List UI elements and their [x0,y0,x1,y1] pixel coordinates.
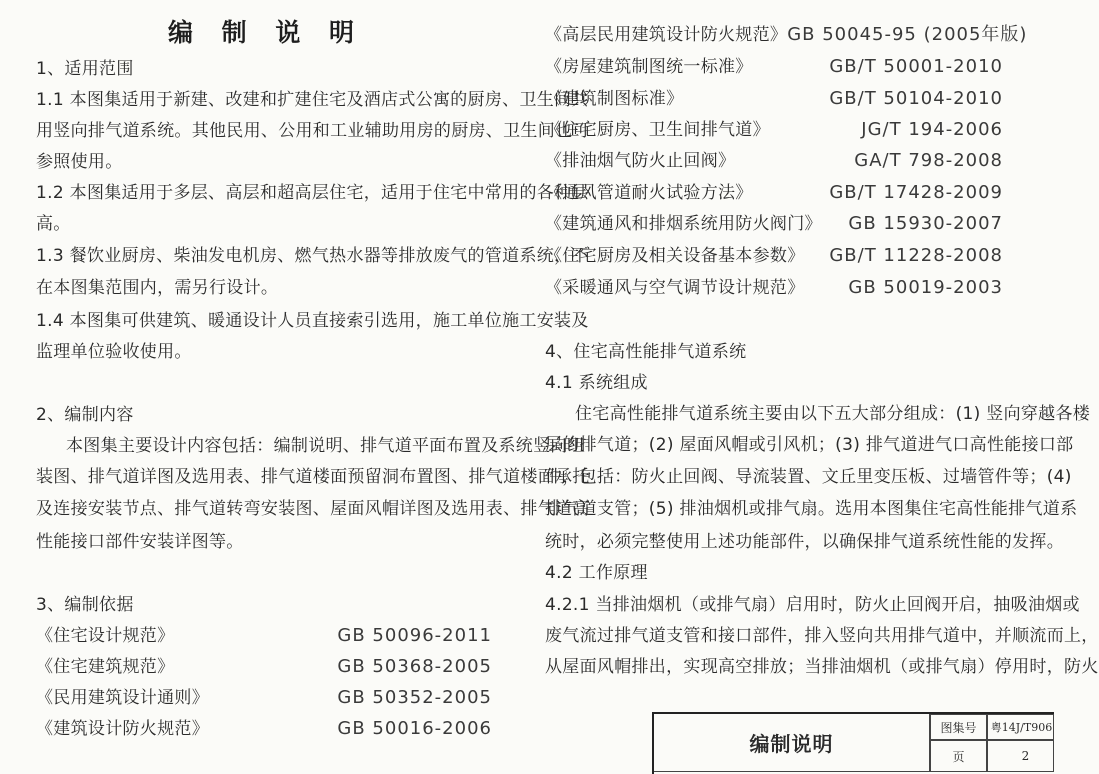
reference-code: GB 50352-2005 [337,687,492,708]
paragraph-line: 件，包括：防火止回阀、导流装置、文丘里变压板、过墙管件等；(4) [545,467,1072,487]
reference-code: GB 50016-2006 [337,718,492,739]
reference-name: 《建筑设计防火规范》 [36,719,209,739]
reference-code: GB/T 50104-2010 [829,88,1003,109]
reference-code: GA/T 798-2008 [854,150,1003,171]
paragraph-line: 统时，必须完整使用上述功能部件，以确保排气道系统性能的发挥。 [545,532,1064,552]
paragraph-line: 用竖向排气道系统。其他民用、公用和工业辅助用房的厨房、卫生间也可 [36,121,590,141]
reference-code: GB 50368-2005 [337,656,492,677]
paragraph-line: 装图、排气道详图及选用表、排气道楼面预留洞布置图、排气道楼面承托 [36,467,590,487]
reference-row [545,150,1003,172]
title-block [652,712,1054,774]
paragraph-line: 住宅高性能排气道系统主要由以下五大部分组成：(1) 竖向穿越各楼 [575,404,1091,424]
reference-code: JG/T 194-2006 [861,119,1003,140]
paragraph-line: 参照使用。 [36,152,123,172]
page-title: 编 制 说 明 [167,18,365,47]
reference-row [545,213,1003,235]
reference-name: 《建筑制图标准》 [545,89,684,109]
section-heading-content: 2、编制内容 [36,405,134,425]
paragraph-line: 高。 [36,214,71,234]
reference-name: 《住宅厨房、卫生间排气道》 [545,120,770,140]
reference-row [545,277,1003,299]
reference-name: 《建筑通风和排烟系统用防火阀门》 [545,214,822,234]
paragraph-line: 1.2 本图集适用于多层、高层和超高层住宅，适用于住宅中常用的各种层 [36,183,589,203]
reference-row [545,24,1028,46]
subsection-heading-composition: 4.1 系统组成 [545,373,648,393]
reference-code: GB/T 11228-2008 [829,245,1003,266]
reference-code: GB/T 17428-2009 [829,182,1003,203]
section-heading-system: 4、住宅高性能排气道系统 [545,342,747,362]
paragraph-line: 及连接安装节点、排气道转弯安装图、屋面风帽详图及选用表、排气道高 [36,499,590,519]
reference-row [36,718,496,740]
reference-name: 《民用建筑设计通则》 [36,688,209,708]
paragraph-line: 废气流过排气道支管和接口部件，排入竖向共用排气道中，并顺流而上， [545,626,1099,646]
reference-row [545,56,1003,78]
subsection-heading-principle: 4.2 工作原理 [545,563,648,583]
paragraph-line: 层的排气道；(2) 屋面风帽或引风机；(3) 排气道进气口高性能接口部 [545,435,1074,455]
reference-row [545,245,1003,267]
reference-row [545,88,1003,110]
reference-code: GB 15930-2007 [848,213,1003,234]
section-heading-basis: 3、编制依据 [36,595,134,615]
reference-code: GB 50019-2003 [848,277,1003,298]
paragraph-line: 1.4 本图集可供建筑、暖通设计人员直接索引选用，施工单位施工安装及 [36,311,589,331]
reference-name: 《通风管道耐火试验方法》 [545,183,753,203]
page-label: 页 [930,740,987,772]
reference-name: 《住宅厨房及相关设备基本参数》 [545,246,805,266]
reference-code: GB/T 50001-2010 [829,56,1003,77]
reference-code: GB 50096-2011 [337,625,492,646]
paragraph-line: 在本图集范围内，需另行设计。 [36,278,279,298]
reference-name: 《房屋建筑制图统一标准》 [545,57,753,77]
page-number: 2 [987,740,1054,772]
paragraph-line: 本图集主要设计内容包括：编制说明、排气道平面布置及系统竖向组 [66,436,585,456]
paragraph-line: 1.1 本图集适用于新建、改建和扩建住宅及酒店式公寓的厨房、卫生间共 [36,90,589,110]
paragraph-line: 从屋面风帽排出，实现高空排放；当排油烟机（或排气扇）停用时，防火 [545,657,1099,677]
atlas-number-value: 粤14J/T906 [987,714,1054,740]
reference-row [36,687,496,709]
reference-row [36,656,496,678]
paragraph-line: 排气道支管；(5) 排油烟机或排气扇。选用本图集住宅高性能排气道系 [545,499,1078,519]
reference-code: GB 50045-95 (2005年版) [787,24,1028,45]
paragraph-line: 性能接口部件安装详图等。 [36,532,244,552]
section-heading-scope: 1、适用范围 [36,59,134,79]
reference-name: 《住宅设计规范》 [36,626,175,646]
paragraph-line: 监理单位验收使用。 [36,342,192,362]
reference-row [545,182,1003,204]
paragraph-line: 1.3 餐饮业厨房、柴油发电机房、燃气热水器等排放废气的管道系统，不 [36,246,589,266]
title-block-name: 编制说明 [654,714,930,772]
reference-row [545,119,1003,141]
reference-name: 《住宅建筑规范》 [36,657,175,677]
reference-name: 《高层民用建筑设计防火规范》 [545,25,788,45]
reference-name: 《排油烟气防火止回阀》 [545,151,736,171]
reference-name: 《采暖通风与空气调节设计规范》 [545,278,805,298]
paragraph-line: 4.2.1 当排油烟机（或排气扇）启用时，防火止回阀开启，抽吸油烟或 [545,595,1080,615]
atlas-number-label: 图集号 [930,714,987,740]
reference-row [36,625,496,647]
